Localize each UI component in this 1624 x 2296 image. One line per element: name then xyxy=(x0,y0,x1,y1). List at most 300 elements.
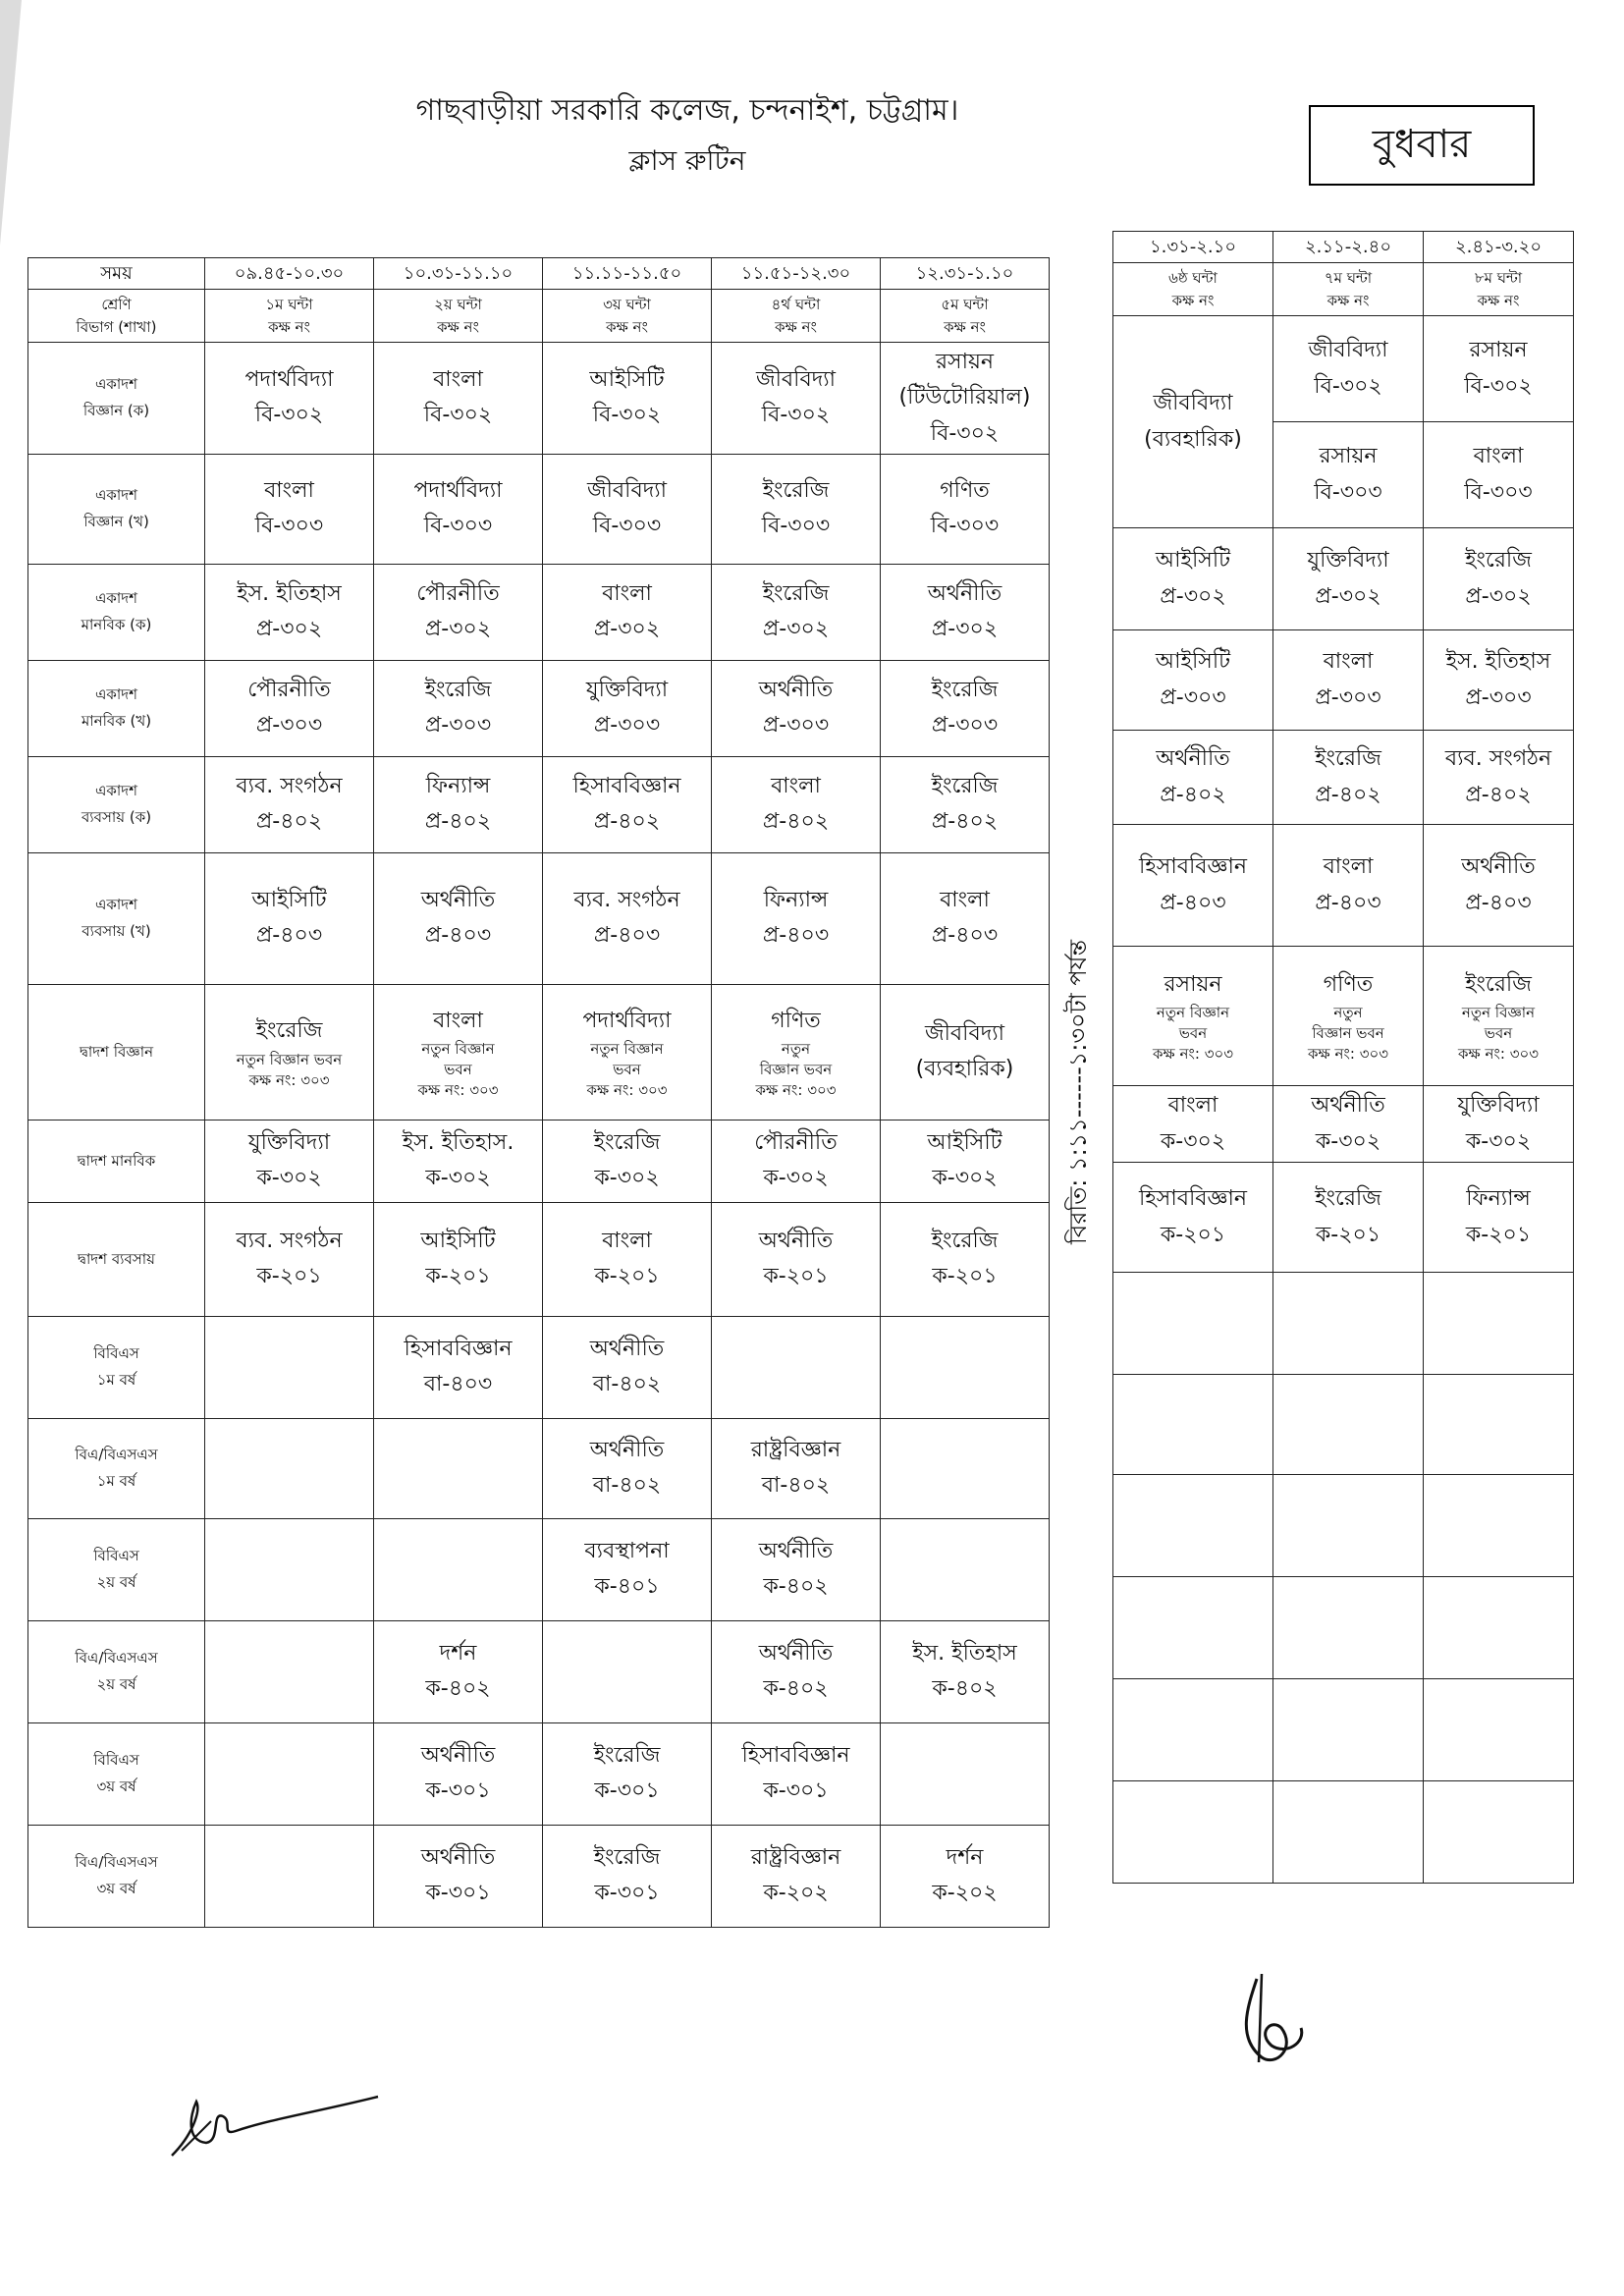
schedule-cell xyxy=(374,1316,543,1418)
period-header xyxy=(881,290,1050,343)
section-name: ৩য় বর্ষ xyxy=(96,1880,136,1898)
schedule-cell xyxy=(1113,825,1273,947)
room-number: বি-৩০৩ xyxy=(930,514,1000,539)
class-name: বিবিএস xyxy=(93,1751,139,1770)
empty-row xyxy=(1113,1781,1574,1884)
room-number: প্র-৩০২ xyxy=(1465,583,1532,609)
schedule-cell xyxy=(205,1722,374,1825)
subject-name: অর্থনীতি xyxy=(420,1845,496,1871)
period-name: ৪র্থ ঘন্টা xyxy=(771,296,821,313)
room-number: ক-৩০২ xyxy=(256,1166,322,1191)
room-number: প্র-৩০৩ xyxy=(931,713,999,738)
room-number: বি-৩০২ xyxy=(254,403,324,428)
room-number: বি-৩০২ xyxy=(930,420,1000,446)
building-note: নতুন xyxy=(1333,1004,1363,1022)
subject-name: অর্থনীতি xyxy=(927,581,1002,607)
class-name: বিএ/বিএসএস xyxy=(75,1853,158,1872)
room-number: ক-৪০২ xyxy=(763,1676,829,1702)
room-number: প্র-৩০৩ xyxy=(1315,684,1381,710)
subject-name: বাংলা xyxy=(940,888,990,913)
schedule-cell xyxy=(205,1620,374,1722)
schedule-cell xyxy=(374,1620,543,1722)
period-header xyxy=(1424,263,1574,316)
section-name: ২য় বর্ষ xyxy=(96,1675,136,1694)
schedule-cell xyxy=(881,1518,1050,1620)
schedule-cell xyxy=(712,1202,881,1316)
schedule-cell xyxy=(374,984,543,1120)
subject-name: বাংলা xyxy=(602,581,652,607)
schedule-row xyxy=(28,1202,1050,1316)
schedule-row xyxy=(28,984,1050,1120)
schedule-cell xyxy=(205,564,374,660)
schedule-row xyxy=(28,852,1050,984)
room-number: ক-২০১ xyxy=(1160,1222,1226,1247)
subject-name: রসায়ন xyxy=(1469,338,1528,363)
subject-name: ইস. ইতিহাস. xyxy=(402,1130,514,1156)
class-name: দ্বাদশ ব্যবসায় xyxy=(78,1249,155,1268)
schedule-cell xyxy=(881,852,1050,984)
schedule-cell xyxy=(205,1418,374,1518)
schedule-cell xyxy=(1113,316,1273,528)
room-number: ক-৪০২ xyxy=(425,1676,491,1702)
empty-cell xyxy=(1113,1781,1273,1884)
class-name: একাদশ xyxy=(94,486,137,505)
subject-name: ইংরেজি xyxy=(1315,1186,1381,1212)
period-header xyxy=(1273,263,1424,316)
class-name: দ্বাদশ বিজ্ঞান xyxy=(79,1042,154,1061)
schedule-cell xyxy=(374,1418,543,1518)
schedule-cell xyxy=(1424,825,1574,947)
break-label: বিরতি: ১:১১------১:৩০টা পর্যন্ত xyxy=(1064,940,1092,1244)
schedule-cell xyxy=(1113,947,1273,1086)
subject-name: ইংরেজি xyxy=(424,678,492,703)
section-name: ব্যবসায় (ক) xyxy=(81,808,152,827)
subject-name: ইংরেজি xyxy=(593,1845,661,1871)
room-number: ক-৪০২ xyxy=(932,1676,998,1702)
section-name: ৩য় বর্ষ xyxy=(96,1777,136,1796)
schedule-cell xyxy=(543,454,712,564)
class-header xyxy=(28,290,205,343)
schedule-cell xyxy=(205,984,374,1120)
empty-cell xyxy=(1424,1273,1574,1375)
room-number: প্র-৩০৩ xyxy=(1160,684,1226,710)
subject-name: বাংলা xyxy=(771,774,821,799)
subject-name: ফিন্যান্স xyxy=(763,888,829,913)
schedule-row xyxy=(28,1620,1050,1722)
class-label xyxy=(28,660,205,756)
room-number: বা-৪০৩ xyxy=(423,1372,493,1397)
room-number: প্র-৩০৩ xyxy=(593,713,661,738)
room-number: প্র-৩০২ xyxy=(593,617,661,642)
schedule-cell xyxy=(881,564,1050,660)
class-label xyxy=(28,984,205,1120)
subject-name: ইংরেজি xyxy=(762,478,830,504)
class-name: বিবিএস xyxy=(93,1344,139,1363)
subject-name: পদার্থবিদ্যা xyxy=(582,1008,672,1033)
room-number: ক-৩০২ xyxy=(594,1166,660,1191)
room-number: প্র-৩০৩ xyxy=(424,713,492,738)
period-name: ১ম ঘন্টা xyxy=(265,296,313,313)
schedule-cell xyxy=(881,1316,1050,1418)
subject-name: ইংরেজি xyxy=(1315,746,1381,772)
subject-name: ব্যবস্থাপনা xyxy=(584,1539,670,1564)
time-slot: ১১.১১-১১.৫০ xyxy=(543,258,712,290)
schedule-cell xyxy=(205,1120,374,1202)
period-header xyxy=(712,290,881,343)
subject-name: ইংরেজি xyxy=(1465,548,1532,574)
schedule-cell xyxy=(1273,947,1424,1086)
subject-name: গণিত xyxy=(771,1008,821,1033)
schedule-cell xyxy=(1424,947,1574,1086)
subject-name: গণিত xyxy=(940,478,990,504)
subject-name: হিসাববিজ্ঞান xyxy=(1138,1186,1248,1212)
class-label xyxy=(28,1518,205,1620)
schedule-cell xyxy=(374,1518,543,1620)
empty-row xyxy=(1113,1273,1574,1375)
subject-name: ফিন্যান্স xyxy=(425,774,491,799)
schedule-cell xyxy=(205,852,374,984)
subject-name: পৌরনীতি xyxy=(247,678,331,703)
room-number: ক-৩০২ xyxy=(1465,1128,1532,1154)
schedule-cell xyxy=(543,1120,712,1202)
class-label xyxy=(28,1418,205,1518)
class-name: একাদশ xyxy=(94,782,137,800)
subject-name: ইংরেজি xyxy=(762,581,830,607)
signature xyxy=(162,2082,388,2170)
time-slot: ১২.৩১-১.১০ xyxy=(881,258,1050,290)
subject-name: আইসিটি xyxy=(420,1229,496,1254)
schedule-cell xyxy=(1113,731,1273,825)
section-name: ২য় বর্ষ xyxy=(96,1573,136,1592)
schedule-cell xyxy=(543,564,712,660)
subject-name: অর্থনীতি xyxy=(420,1743,496,1769)
room-number: প্র-৪০২ xyxy=(1160,782,1226,807)
subject-name: পদার্থবিদ্যা xyxy=(244,367,334,393)
subject-name: বাংলা xyxy=(1323,649,1374,675)
empty-row xyxy=(1113,1679,1574,1781)
schedule-cell xyxy=(881,1620,1050,1722)
room-number: প্র-৪০২ xyxy=(593,809,661,835)
schedule-cell xyxy=(1424,422,1574,528)
room-number: বি-৩০২ xyxy=(1464,373,1533,399)
empty-row xyxy=(1113,1375,1574,1475)
room-number: ক-৩০২ xyxy=(425,1166,491,1191)
day-label: বুধবার xyxy=(1372,121,1472,167)
schedule-cell xyxy=(543,1202,712,1316)
room-label: কক্ষ নং xyxy=(944,317,986,336)
schedule-cell xyxy=(543,756,712,852)
room-number: বি-৩০২ xyxy=(1314,373,1382,399)
building-note: নতুন বিজ্ঞান xyxy=(590,1040,664,1059)
room-number: প্র-৪০৩ xyxy=(593,923,661,949)
period-row xyxy=(28,290,1050,343)
room-number: প্র-৪০৩ xyxy=(931,923,999,949)
subject-name: হিসাববিজ্ঞান xyxy=(741,1743,850,1769)
schedule-cell xyxy=(1273,528,1424,630)
schedule-cell xyxy=(712,454,881,564)
schedule-row xyxy=(1113,731,1574,825)
schedule-cell xyxy=(543,1620,712,1722)
room-number: প্র-৪০৩ xyxy=(762,923,830,949)
room-label: কক্ষ নং xyxy=(1326,291,1370,309)
schedule-cell xyxy=(712,852,881,984)
schedule-cell xyxy=(712,564,881,660)
subject-name: অর্থনীতি xyxy=(758,1229,834,1254)
room-note: কক্ষ নং: ৩০৩ xyxy=(417,1081,499,1100)
schedule-cell xyxy=(1273,825,1424,947)
room-number: ক-৩০২ xyxy=(763,1166,829,1191)
room-number: প্র-৪০২ xyxy=(255,809,323,835)
room-number: ক-৩০২ xyxy=(932,1166,998,1191)
subject-name: বাংলা xyxy=(433,367,483,393)
section-name: ব্যবসায় (খ) xyxy=(81,922,151,941)
subject-name: অর্থনীতি xyxy=(589,1337,665,1362)
subject-name: আইসিটি xyxy=(927,1130,1002,1156)
subject-name: ইংরেজি xyxy=(255,1018,323,1044)
subject-name: ইংরেজি xyxy=(931,1229,999,1254)
period-name: ৭ম ঘন্টা xyxy=(1324,269,1373,287)
period-name: ৮ম ঘন্টা xyxy=(1474,269,1523,287)
subject-name: যুক্তিবিদ্যা xyxy=(1307,548,1389,574)
schedule-cell xyxy=(712,1418,881,1518)
room-number: প্র-৩০২ xyxy=(762,617,830,642)
empty-cell xyxy=(1113,1273,1273,1375)
building-note: নতুন বিজ্ঞান xyxy=(1156,1004,1230,1022)
principal-signature xyxy=(1218,1959,1326,2077)
subject-name: অর্থনীতি xyxy=(758,1539,834,1564)
room-label: কক্ষ নং xyxy=(1477,291,1520,309)
room-number: প্র-৪০২ xyxy=(762,809,830,835)
subject-name: ব্যব. সংগঠন xyxy=(236,1229,343,1254)
room-number: বি-৩০২ xyxy=(423,403,493,428)
schedule-cell xyxy=(374,1825,543,1927)
room-number: প্র-৩০২ xyxy=(255,617,323,642)
room-label: কক্ষ নং xyxy=(606,317,648,336)
room-number: ক-৪০১ xyxy=(594,1574,660,1600)
empty-row xyxy=(1113,1475,1574,1577)
empty-row xyxy=(1113,1577,1574,1679)
building-note: ভবন xyxy=(1484,1024,1513,1043)
section-name: ১ম বর্ষ xyxy=(96,1371,136,1390)
room-number: ক-২০১ xyxy=(425,1264,491,1289)
subject-name: আইসিটি xyxy=(1155,548,1231,574)
schedule-cell xyxy=(712,343,881,455)
room-number: প্র-৩০২ xyxy=(424,617,492,642)
schedule-row xyxy=(1113,630,1574,731)
room-number: ক-৩০১ xyxy=(594,1881,660,1906)
room-number: প্র-৩০৩ xyxy=(1465,684,1532,710)
schedule-cell xyxy=(881,660,1050,756)
empty-cell xyxy=(1273,1475,1424,1577)
subject-note: (ব্যবহারিক) xyxy=(1144,426,1242,452)
empty-cell xyxy=(1424,1781,1574,1884)
building-note: ভবন xyxy=(444,1061,472,1079)
time-slot: ২.৪১-৩.২০ xyxy=(1424,232,1574,263)
schedule-cell xyxy=(543,1722,712,1825)
schedule-cell xyxy=(881,1825,1050,1927)
section-name: বিজ্ঞান (ক) xyxy=(82,402,150,420)
subject-name: ফিন্যান্স xyxy=(1466,1186,1531,1212)
room-number: প্র-৩০২ xyxy=(931,617,999,642)
schedule-cell xyxy=(543,984,712,1120)
class-label xyxy=(28,1120,205,1202)
schedule-cell xyxy=(881,343,1050,455)
subject-name: ইস. ইতিহাস xyxy=(912,1641,1017,1667)
room-number: প্র-৩০৩ xyxy=(255,713,323,738)
class-header-line: বিভাগ (শাখা) xyxy=(76,317,157,336)
subject-name: দর্শন xyxy=(946,1845,984,1871)
subject-name: বাংলা xyxy=(602,1229,652,1254)
schedule-cell xyxy=(1273,1086,1424,1163)
room-number: বি-৩০৩ xyxy=(592,514,662,539)
empty-cell xyxy=(1113,1375,1273,1475)
subject-name: ইংরেজি xyxy=(931,678,999,703)
room-number: ক-২০১ xyxy=(594,1264,660,1289)
subject-name: হিসাববিজ্ঞান xyxy=(572,774,681,799)
schedule-cell xyxy=(374,454,543,564)
schedule-cell xyxy=(205,343,374,455)
schedule-cell xyxy=(374,1202,543,1316)
schedule-cell xyxy=(543,660,712,756)
room-number: বা-৪০২ xyxy=(761,1473,831,1499)
subject-name: ইংরেজি xyxy=(593,1743,661,1769)
building-note: নতুন বিজ্ঞান ভবন xyxy=(236,1050,343,1068)
schedule-cell xyxy=(374,660,543,756)
schedule-row xyxy=(1113,1086,1574,1163)
schedule-cell xyxy=(205,660,374,756)
subject-name: যুক্তিবিদ্যা xyxy=(247,1130,331,1156)
subject-name: বাংলা xyxy=(264,478,314,504)
building-note: ভবন xyxy=(1178,1024,1208,1043)
subject-name: যুক্তিবিদ্যা xyxy=(1457,1093,1540,1119)
time-row xyxy=(1113,232,1574,263)
schedule-cell xyxy=(374,1120,543,1202)
subject-name: আইসিটি xyxy=(1155,649,1231,675)
schedule-row xyxy=(28,454,1050,564)
building-note: নতুন xyxy=(781,1040,811,1059)
schedule-cell xyxy=(712,1518,881,1620)
time-slot: ০৯.৪৫-১০.৩০ xyxy=(205,258,374,290)
schedule-cell xyxy=(881,984,1050,1120)
schedule-row xyxy=(1113,825,1574,947)
subject-name: জীববিদ্যা xyxy=(1153,391,1233,416)
schedule-cell xyxy=(881,756,1050,852)
subject-name: পৌরনীতি xyxy=(754,1130,838,1156)
empty-cell xyxy=(1113,1679,1273,1781)
room-label: কক্ষ নং xyxy=(268,317,310,336)
empty-cell xyxy=(1113,1475,1273,1577)
room-number: প্র-৪০৩ xyxy=(1160,890,1226,915)
room-number: ক-২০১ xyxy=(763,1264,829,1289)
subject-name: হিসাববিজ্ঞান xyxy=(1138,854,1248,880)
schedule-cell xyxy=(543,1825,712,1927)
subject-name: ব্যব. সংগঠন xyxy=(573,888,680,913)
schedule-row xyxy=(28,756,1050,852)
schedule-cell xyxy=(205,1316,374,1418)
empty-cell xyxy=(1273,1577,1424,1679)
period-name: ৬ষ্ঠ ঘন্টা xyxy=(1168,269,1218,287)
room-number: ক-২০১ xyxy=(932,1264,998,1289)
schedule-cell xyxy=(205,454,374,564)
schedule-cell xyxy=(1273,1163,1424,1273)
building-note: নতুন বিজ্ঞান xyxy=(1461,1004,1536,1022)
room-number: ক-৩০২ xyxy=(1160,1128,1226,1154)
schedule-cell xyxy=(543,1418,712,1518)
subject-name: বাংলা xyxy=(433,1008,483,1033)
period-name: ৩য় ঘন্টা xyxy=(603,296,651,313)
class-label xyxy=(28,343,205,455)
schedule-row xyxy=(28,343,1050,455)
schedule-cell xyxy=(1424,1163,1574,1273)
building-note: বিজ্ঞান ভবন xyxy=(759,1061,833,1079)
empty-cell xyxy=(1424,1375,1574,1475)
schedule-cell xyxy=(1273,731,1424,825)
room-number: বি-৩০৩ xyxy=(423,514,493,539)
schedule-cell xyxy=(543,343,712,455)
subject-name: হিসাববিজ্ঞান xyxy=(404,1337,513,1362)
class-label xyxy=(28,1316,205,1418)
section-name: ১ম বর্ষ xyxy=(96,1472,136,1491)
room-note: কক্ষ নং: ৩০৩ xyxy=(755,1081,837,1100)
room-number: প্র-৩০২ xyxy=(1315,583,1381,609)
subject-name: বাংলা xyxy=(1167,1093,1218,1119)
room-number: প্র-৪০৩ xyxy=(1315,890,1381,915)
time-slot: ১.৩১-২.১০ xyxy=(1113,232,1273,263)
schedule-cell xyxy=(881,1722,1050,1825)
room-number: প্র-৪০২ xyxy=(931,809,999,835)
time-slot: ১১.৫১-১২.৩০ xyxy=(712,258,881,290)
building-note: বিজ্ঞান ভবন xyxy=(1312,1024,1384,1043)
class-name: একাদশ xyxy=(94,589,137,608)
building-note: নতুন বিজ্ঞান xyxy=(421,1040,495,1059)
schedule-cell xyxy=(712,1620,881,1722)
college-title: গাছবাড়ীয়া সরকারি কলেজ, চন্দনাইশ, চট্টগ্রাম। xyxy=(415,93,959,128)
period-header xyxy=(205,290,374,343)
schedule-cell xyxy=(712,1316,881,1418)
room-number: বি-৩০৩ xyxy=(254,514,324,539)
room-number: ক-৩০১ xyxy=(763,1778,829,1804)
schedule-cell xyxy=(1424,1086,1574,1163)
schedule-cell xyxy=(1273,316,1424,422)
routine-subtitle: ক্লাস রুটিন xyxy=(628,144,746,177)
room-number: বা-৪০২ xyxy=(592,1473,662,1499)
class-name: বিএ/বিএসএস xyxy=(75,1446,158,1464)
schedule-cell xyxy=(881,454,1050,564)
class-label xyxy=(28,564,205,660)
schedule-row xyxy=(28,660,1050,756)
subject-name: জীববিদ্যা xyxy=(586,478,668,504)
schedule-cell xyxy=(712,1120,881,1202)
schedule-cell xyxy=(881,1120,1050,1202)
room-label: কক্ষ নং xyxy=(437,317,479,336)
room-number: বি-৩০৩ xyxy=(1464,479,1533,505)
schedule-row xyxy=(28,564,1050,660)
schedule-cell xyxy=(543,852,712,984)
schedule-cell xyxy=(374,564,543,660)
schedule-cell xyxy=(1113,528,1273,630)
schedule-cell xyxy=(881,1202,1050,1316)
time-row xyxy=(28,258,1050,290)
class-label xyxy=(28,852,205,984)
day-box xyxy=(1309,105,1535,186)
class-label xyxy=(28,1620,205,1722)
schedule-cell xyxy=(712,1825,881,1927)
subject-name: ব্যব. সংগঠন xyxy=(236,774,343,799)
right-schedule-table xyxy=(1112,231,1574,1884)
subject-name: বাংলা xyxy=(1323,854,1374,880)
class-name: একাদশ xyxy=(94,375,137,394)
subject-name: আইসিটি xyxy=(251,888,327,913)
